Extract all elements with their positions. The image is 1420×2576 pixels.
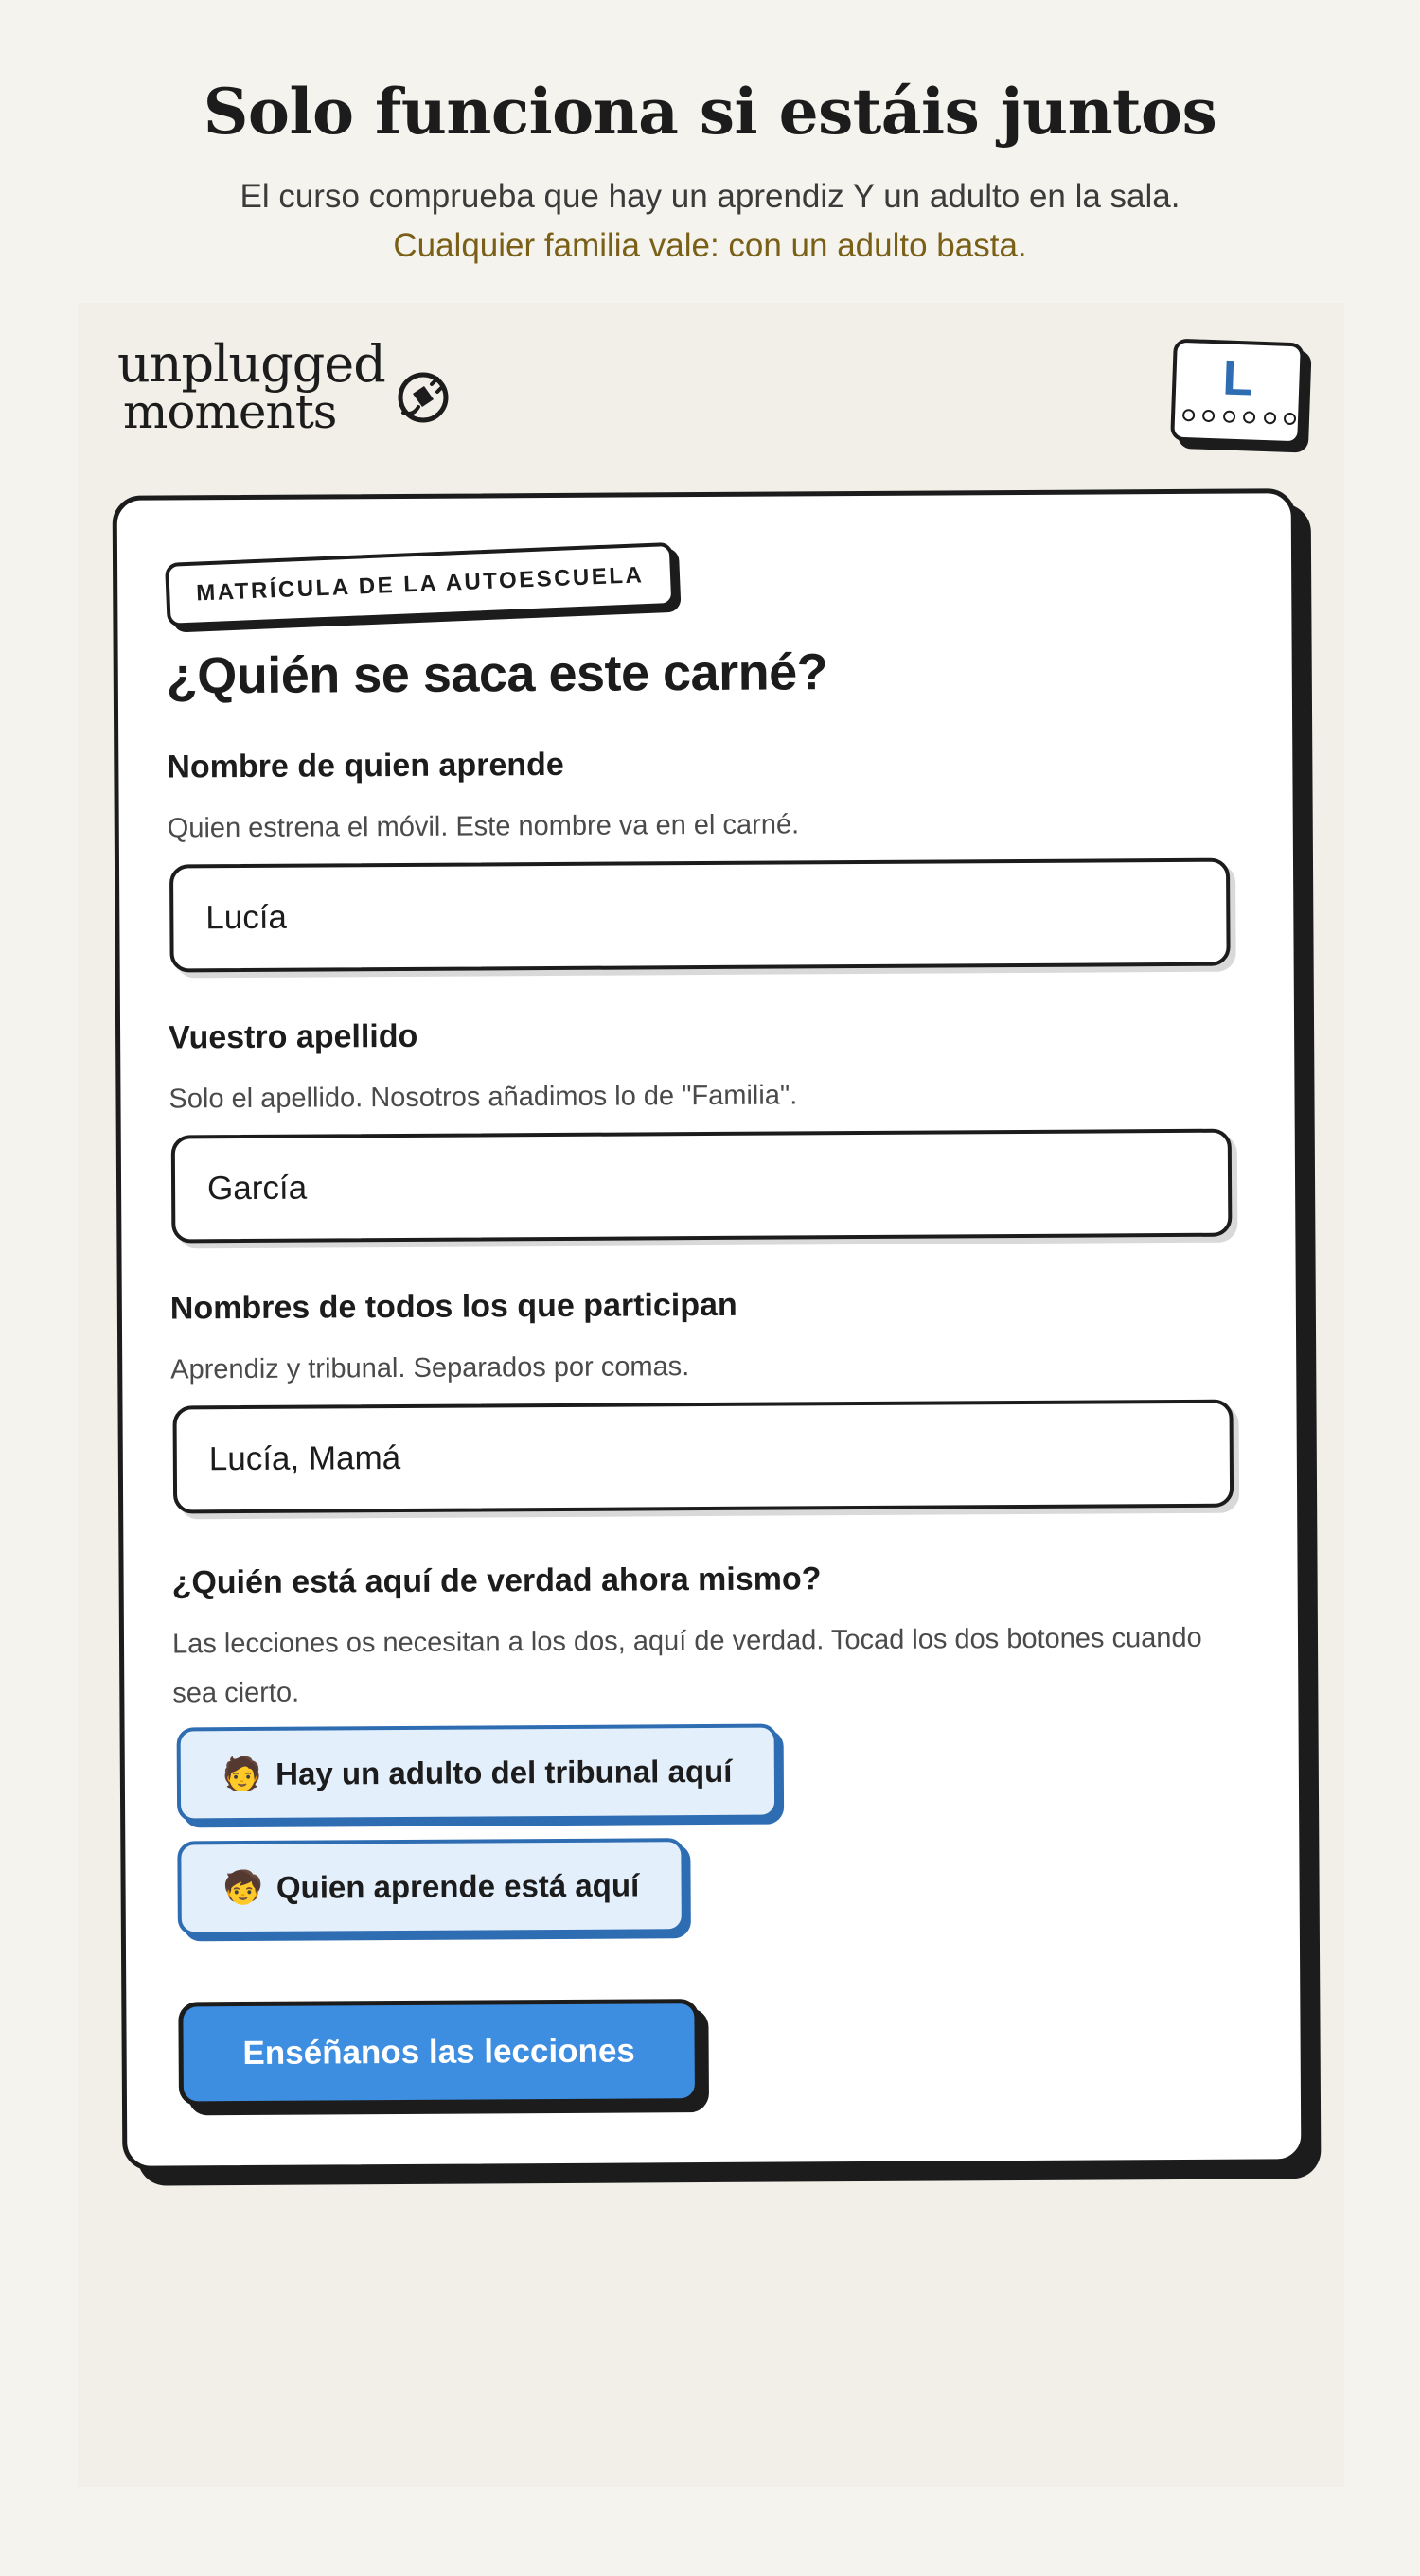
presence-label: ¿Quién está aquí de verdad ahora mismo? (171, 1561, 822, 1601)
learner-name-label: Nombre de quien aprende (167, 746, 564, 785)
learner-name-input[interactable] (169, 858, 1231, 973)
logo-wordmark-line2: moments (123, 384, 337, 439)
adult-present-button[interactable] (177, 1724, 778, 1823)
learner-plate-letter: L (1221, 350, 1254, 407)
brand-logo[interactable] (117, 334, 458, 443)
registration-card (113, 488, 1306, 2171)
plug-icon (392, 365, 454, 428)
learner-plate-icon (1170, 339, 1305, 446)
logo-wordmark-line1: unplugged (117, 334, 385, 394)
surname-help: Solo el apellido. Nosotros añadimos lo de "Familia". (169, 1080, 798, 1115)
participants-input[interactable] (172, 1400, 1234, 1514)
learner-name-help: Quien estrena el móvil. Este nombre va en el carné. (167, 809, 800, 844)
page-subtitle: El curso comprueba que hay un aprendiz Y un adulto en la sala. (240, 178, 1180, 215)
page-subtitle-accent: Cualquier familia vale: con un adulto basta. (393, 227, 1027, 264)
participants-label: Nombres de todos los que participan (169, 1286, 737, 1327)
surname-label: Vuestro apellido (168, 1017, 418, 1056)
adult-emoji-icon: 🧑 (222, 1755, 263, 1794)
surname-input[interactable] (171, 1129, 1233, 1244)
presence-help: Las lecciones os necesitan a los dos, aquí de verdad. Tocad los dos botones cuando sea cierto. (171, 1622, 1202, 1709)
learner-plate-dots (1182, 409, 1297, 432)
form-title: ¿Quién se saca este carné? (166, 644, 828, 705)
page-title: Solo funciona si estáis juntos (203, 75, 1217, 149)
participants-help: Aprendiz y tribunal. Separados por comas. (170, 1351, 690, 1385)
child-emoji-icon: 🧒 (222, 1868, 264, 1908)
submit-button[interactable]: Enséñanos las lecciones (178, 1999, 700, 2106)
adult-present-label: Hay un adulto del tribunal aquí (275, 1753, 733, 1791)
learner-present-label: Quien aprende está aquí (275, 1867, 640, 1905)
learner-present-button[interactable] (177, 1838, 684, 1935)
section-badge: MATRÍCULA DE LA AUTOESCUELA (165, 542, 676, 627)
